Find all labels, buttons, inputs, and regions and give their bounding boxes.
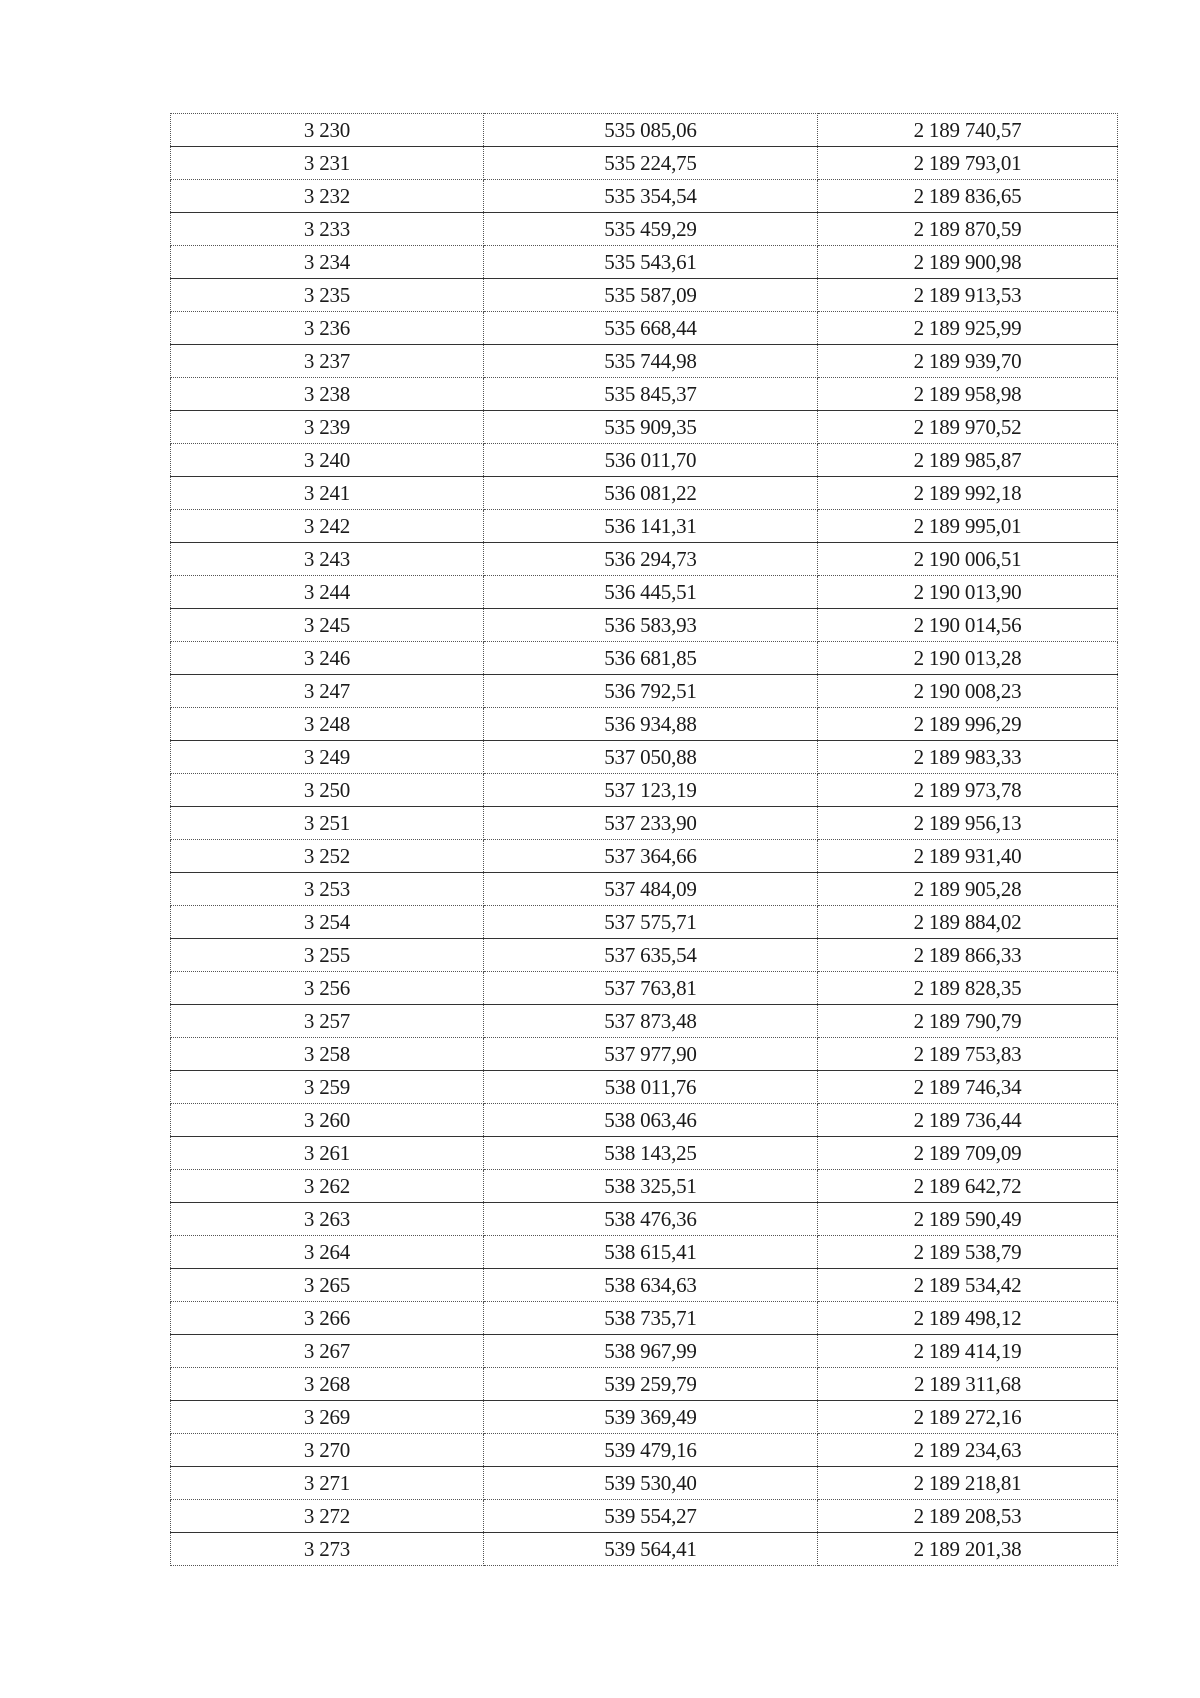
- y-coordinate-cell: 2 189 709,09: [818, 1137, 1118, 1170]
- point-number-cell: 3 258: [171, 1038, 484, 1071]
- table-row: [171, 1071, 1118, 1104]
- x-coordinate-cell: 538 476,36: [484, 1203, 818, 1236]
- point-number-cell: 3 246: [171, 642, 484, 675]
- x-coordinate-cell: 537 364,66: [484, 840, 818, 873]
- x-coordinate-cell: 539 479,16: [484, 1434, 818, 1467]
- y-coordinate-cell: 2 190 008,23: [818, 675, 1118, 708]
- y-coordinate-cell: 2 189 970,52: [818, 411, 1118, 444]
- y-coordinate-cell: 2 189 973,78: [818, 774, 1118, 807]
- table-row: [171, 609, 1118, 642]
- table-row: [171, 1368, 1118, 1401]
- y-coordinate-cell: 2 189 414,19: [818, 1335, 1118, 1368]
- table-row: [171, 246, 1118, 279]
- y-coordinate-cell: 2 189 590,49: [818, 1203, 1118, 1236]
- table-row: [171, 444, 1118, 477]
- table-row: [171, 1302, 1118, 1335]
- x-coordinate-cell: 535 668,44: [484, 312, 818, 345]
- table-row: [171, 939, 1118, 972]
- x-coordinate-cell: 539 530,40: [484, 1467, 818, 1500]
- y-coordinate-cell: 2 190 013,28: [818, 642, 1118, 675]
- point-number-cell: 3 247: [171, 675, 484, 708]
- table-row: [171, 972, 1118, 1005]
- y-coordinate-cell: 2 189 740,57: [818, 114, 1118, 147]
- x-coordinate-cell: 535 744,98: [484, 345, 818, 378]
- y-coordinate-cell: 2 190 014,56: [818, 609, 1118, 642]
- y-coordinate-cell: 2 189 931,40: [818, 840, 1118, 873]
- y-coordinate-cell: 2 189 218,81: [818, 1467, 1118, 1500]
- table-row: [171, 1335, 1118, 1368]
- y-coordinate-cell: 2 189 870,59: [818, 213, 1118, 246]
- x-coordinate-cell: 535 909,35: [484, 411, 818, 444]
- y-coordinate-cell: 2 189 538,79: [818, 1236, 1118, 1269]
- point-number-cell: 3 252: [171, 840, 484, 873]
- coordinates-table: [170, 113, 1118, 1566]
- table-row: [171, 906, 1118, 939]
- x-coordinate-cell: 538 615,41: [484, 1236, 818, 1269]
- point-number-cell: 3 240: [171, 444, 484, 477]
- table-row: [171, 1467, 1118, 1500]
- y-coordinate-cell: 2 189 498,12: [818, 1302, 1118, 1335]
- y-coordinate-cell: 2 189 995,01: [818, 510, 1118, 543]
- x-coordinate-cell: 538 011,76: [484, 1071, 818, 1104]
- x-coordinate-cell: 539 259,79: [484, 1368, 818, 1401]
- point-number-cell: 3 260: [171, 1104, 484, 1137]
- x-coordinate-cell: 539 564,41: [484, 1533, 818, 1566]
- x-coordinate-cell: 538 325,51: [484, 1170, 818, 1203]
- x-coordinate-cell: 537 484,09: [484, 873, 818, 906]
- point-number-cell: 3 273: [171, 1533, 484, 1566]
- x-coordinate-cell: 537 873,48: [484, 1005, 818, 1038]
- x-coordinate-cell: 538 634,63: [484, 1269, 818, 1302]
- x-coordinate-cell: 536 141,31: [484, 510, 818, 543]
- y-coordinate-cell: 2 189 992,18: [818, 477, 1118, 510]
- y-coordinate-cell: 2 189 790,79: [818, 1005, 1118, 1038]
- x-coordinate-cell: 535 587,09: [484, 279, 818, 312]
- table-row: [171, 1500, 1118, 1533]
- y-coordinate-cell: 2 189 736,44: [818, 1104, 1118, 1137]
- point-number-cell: 3 257: [171, 1005, 484, 1038]
- point-number-cell: 3 230: [171, 114, 484, 147]
- x-coordinate-cell: 537 123,19: [484, 774, 818, 807]
- table-row: [171, 1401, 1118, 1434]
- table-row: [171, 510, 1118, 543]
- y-coordinate-cell: 2 189 272,16: [818, 1401, 1118, 1434]
- point-number-cell: 3 233: [171, 213, 484, 246]
- point-number-cell: 3 265: [171, 1269, 484, 1302]
- point-number-cell: 3 253: [171, 873, 484, 906]
- point-number-cell: 3 251: [171, 807, 484, 840]
- coordinates-table-body: [171, 114, 1118, 1566]
- table-row: [171, 774, 1118, 807]
- point-number-cell: 3 270: [171, 1434, 484, 1467]
- point-number-cell: 3 237: [171, 345, 484, 378]
- point-number-cell: 3 256: [171, 972, 484, 1005]
- table-row: [171, 576, 1118, 609]
- y-coordinate-cell: 2 189 939,70: [818, 345, 1118, 378]
- x-coordinate-cell: 535 543,61: [484, 246, 818, 279]
- table-row: [171, 1434, 1118, 1467]
- y-coordinate-cell: 2 189 746,34: [818, 1071, 1118, 1104]
- point-number-cell: 3 248: [171, 708, 484, 741]
- x-coordinate-cell: 536 792,51: [484, 675, 818, 708]
- x-coordinate-cell: 535 459,29: [484, 213, 818, 246]
- y-coordinate-cell: 2 189 208,53: [818, 1500, 1118, 1533]
- x-coordinate-cell: 535 224,75: [484, 147, 818, 180]
- point-number-cell: 3 268: [171, 1368, 484, 1401]
- table-row: [171, 1170, 1118, 1203]
- x-coordinate-cell: 536 934,88: [484, 708, 818, 741]
- table-row: [171, 1005, 1118, 1038]
- point-number-cell: 3 267: [171, 1335, 484, 1368]
- point-number-cell: 3 266: [171, 1302, 484, 1335]
- table-row: [171, 1533, 1118, 1566]
- y-coordinate-cell: 2 189 956,13: [818, 807, 1118, 840]
- y-coordinate-cell: 2 189 793,01: [818, 147, 1118, 180]
- table-row: [171, 543, 1118, 576]
- x-coordinate-cell: 536 445,51: [484, 576, 818, 609]
- table-row: [171, 807, 1118, 840]
- y-coordinate-cell: 2 190 006,51: [818, 543, 1118, 576]
- point-number-cell: 3 242: [171, 510, 484, 543]
- x-coordinate-cell: 535 845,37: [484, 378, 818, 411]
- x-coordinate-cell: 537 635,54: [484, 939, 818, 972]
- table-row: [171, 345, 1118, 378]
- point-number-cell: 3 263: [171, 1203, 484, 1236]
- y-coordinate-cell: 2 189 836,65: [818, 180, 1118, 213]
- x-coordinate-cell: 538 735,71: [484, 1302, 818, 1335]
- table-row: [171, 279, 1118, 312]
- table-row: [171, 1203, 1118, 1236]
- x-coordinate-cell: 537 050,88: [484, 741, 818, 774]
- x-coordinate-cell: 539 369,49: [484, 1401, 818, 1434]
- point-number-cell: 3 245: [171, 609, 484, 642]
- point-number-cell: 3 241: [171, 477, 484, 510]
- y-coordinate-cell: 2 189 866,33: [818, 939, 1118, 972]
- point-number-cell: 3 243: [171, 543, 484, 576]
- y-coordinate-cell: 2 189 534,42: [818, 1269, 1118, 1302]
- table-row: [171, 741, 1118, 774]
- point-number-cell: 3 254: [171, 906, 484, 939]
- table-row: [171, 180, 1118, 213]
- table-row: [171, 873, 1118, 906]
- y-coordinate-cell: 2 189 884,02: [818, 906, 1118, 939]
- y-coordinate-cell: 2 189 985,87: [818, 444, 1118, 477]
- point-number-cell: 3 235: [171, 279, 484, 312]
- table-row: [171, 675, 1118, 708]
- y-coordinate-cell: 2 189 900,98: [818, 246, 1118, 279]
- point-number-cell: 3 261: [171, 1137, 484, 1170]
- table-row: [171, 114, 1118, 147]
- x-coordinate-cell: 537 233,90: [484, 807, 818, 840]
- point-number-cell: 3 234: [171, 246, 484, 279]
- y-coordinate-cell: 2 189 234,63: [818, 1434, 1118, 1467]
- x-coordinate-cell: 536 583,93: [484, 609, 818, 642]
- table-row: [171, 642, 1118, 675]
- x-coordinate-cell: 538 967,99: [484, 1335, 818, 1368]
- x-coordinate-cell: 536 011,70: [484, 444, 818, 477]
- table-row: [171, 840, 1118, 873]
- point-number-cell: 3 231: [171, 147, 484, 180]
- point-number-cell: 3 232: [171, 180, 484, 213]
- table-row: [171, 1104, 1118, 1137]
- point-number-cell: 3 255: [171, 939, 484, 972]
- y-coordinate-cell: 2 189 753,83: [818, 1038, 1118, 1071]
- x-coordinate-cell: 535 354,54: [484, 180, 818, 213]
- table-row: [171, 213, 1118, 246]
- x-coordinate-cell: 536 294,73: [484, 543, 818, 576]
- y-coordinate-cell: 2 189 958,98: [818, 378, 1118, 411]
- y-coordinate-cell: 2 189 913,53: [818, 279, 1118, 312]
- table-row: [171, 378, 1118, 411]
- y-coordinate-cell: 2 189 983,33: [818, 741, 1118, 774]
- table-row: [171, 147, 1118, 180]
- table-row: [171, 411, 1118, 444]
- point-number-cell: 3 244: [171, 576, 484, 609]
- y-coordinate-cell: 2 189 311,68: [818, 1368, 1118, 1401]
- point-number-cell: 3 259: [171, 1071, 484, 1104]
- point-number-cell: 3 272: [171, 1500, 484, 1533]
- point-number-cell: 3 239: [171, 411, 484, 444]
- x-coordinate-cell: 538 143,25: [484, 1137, 818, 1170]
- y-coordinate-cell: 2 190 013,90: [818, 576, 1118, 609]
- y-coordinate-cell: 2 189 905,28: [818, 873, 1118, 906]
- y-coordinate-cell: 2 189 996,29: [818, 708, 1118, 741]
- y-coordinate-cell: 2 189 925,99: [818, 312, 1118, 345]
- table-row: [171, 708, 1118, 741]
- x-coordinate-cell: 538 063,46: [484, 1104, 818, 1137]
- x-coordinate-cell: 535 085,06: [484, 114, 818, 147]
- x-coordinate-cell: 537 977,90: [484, 1038, 818, 1071]
- y-coordinate-cell: 2 189 642,72: [818, 1170, 1118, 1203]
- point-number-cell: 3 262: [171, 1170, 484, 1203]
- point-number-cell: 3 238: [171, 378, 484, 411]
- point-number-cell: 3 269: [171, 1401, 484, 1434]
- table-row: [171, 477, 1118, 510]
- table-row: [171, 1269, 1118, 1302]
- table-row: [171, 1038, 1118, 1071]
- y-coordinate-cell: 2 189 828,35: [818, 972, 1118, 1005]
- table-row: [171, 312, 1118, 345]
- point-number-cell: 3 250: [171, 774, 484, 807]
- x-coordinate-cell: 539 554,27: [484, 1500, 818, 1533]
- point-number-cell: 3 264: [171, 1236, 484, 1269]
- point-number-cell: 3 271: [171, 1467, 484, 1500]
- x-coordinate-cell: 537 763,81: [484, 972, 818, 1005]
- table-row: [171, 1236, 1118, 1269]
- y-coordinate-cell: 2 189 201,38: [818, 1533, 1118, 1566]
- point-number-cell: 3 236: [171, 312, 484, 345]
- x-coordinate-cell: 536 081,22: [484, 477, 818, 510]
- x-coordinate-cell: 536 681,85: [484, 642, 818, 675]
- point-number-cell: 3 249: [171, 741, 484, 774]
- table-row: [171, 1137, 1118, 1170]
- x-coordinate-cell: 537 575,71: [484, 906, 818, 939]
